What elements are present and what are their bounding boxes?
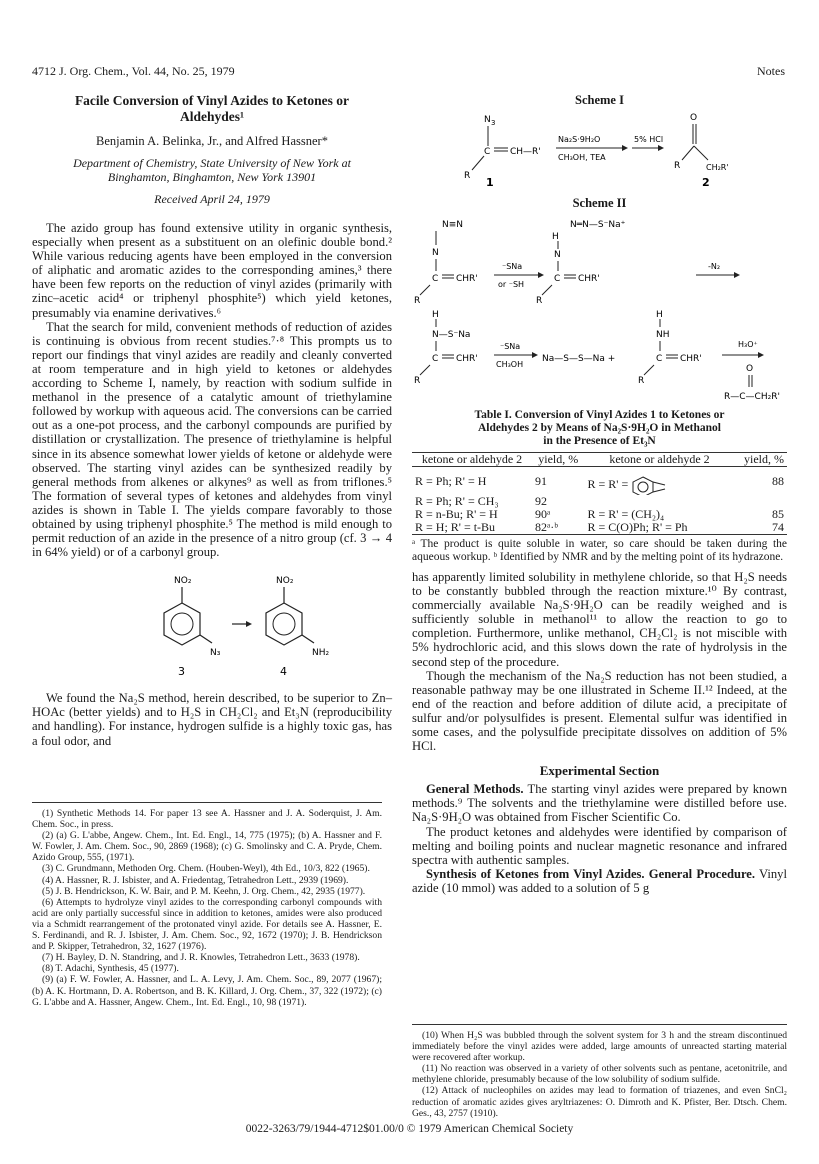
structure-3 bbox=[164, 576, 221, 678]
table-body bbox=[412, 452, 787, 535]
table-header: ketone or aldehyde 2 bbox=[609, 452, 710, 466]
paragraph-search: That the search for mild, convenient methods of reduction of azides is continuing is obvious from recent studies.⁷·⁸ This prompts us to report our findings that vinyl azides are readily and cleanly converted at room temperature and in high yield to ketones or aldehydes according to Scheme I, namely, by reaction with sodium sulfide in methanol in the presence of a catalytic amount of triethylamine followed by workup with aqueous acid. The conversions can be carried out as a one-pot process, and the carbonyl compounds are purified by distillation or crystallization. The presence of triethylamine is helpful since in its absence somewhat lower yields of ketone or aldehyde were observed. The starting vinyl azides can be synthesized readily by general methods from alkenes or alkynes⁹ as well as from triflones.⁵ The formation of several types of ketones and aldehydes from vinyl azides is shown in Table I. The yields compare favorably to those obtained by using triphenyl phosphite.⁵ The method is mild enough to permit reduction of an azide in the presence of a nitro group (cf. 3 → 4 in 64% yield) or of a carbonyl group. bbox=[32, 319, 392, 560]
scheme2-h3o: H₃O⁺ bbox=[738, 340, 758, 349]
table-header: yield, % bbox=[744, 452, 784, 466]
footnote: (12) Attack of nucleophiles on azides may lead to formation of triazenes, and even SnCl₂ reduction of aromatic azides gives aryltriazenes: O. Dimroth and K. Pfister, Ber. Dtsch. Chem. Ges., 43, 2757 (1910). bbox=[412, 1085, 787, 1119]
compound-1-label: 1 bbox=[486, 176, 494, 189]
affiliation-line-2: Binghamton, Binghamton, New York 13901 bbox=[107, 170, 317, 184]
footnotes-left bbox=[32, 802, 382, 1008]
table-cell: R = H; R' = t-Bu bbox=[415, 520, 496, 534]
table-1 bbox=[412, 409, 787, 564]
table-cell: R = R' = (CH₂)₄ bbox=[587, 507, 665, 521]
svg-text:H: H bbox=[656, 310, 663, 320]
svg-text:N═N—S⁻Na⁺: N═N—S⁻Na⁺ bbox=[570, 220, 626, 230]
paragraph-identification: The product ketones and aldehydes were identified by comparison of melting and boiling points and nuclear magnetic resonance and infrared spectra with authentic samples. bbox=[412, 824, 787, 867]
compound-3-label: 3 bbox=[178, 665, 185, 679]
table-cell: R = n-Bu; R' = H bbox=[415, 507, 498, 521]
reagent-bottom: CH₃OH, TEA bbox=[558, 153, 606, 162]
scheme2-or-sh: or ⁻SH bbox=[498, 280, 525, 289]
table-header-row bbox=[412, 453, 787, 467]
body-text-left bbox=[32, 221, 392, 559]
paragraph-method: We found the Na₂S method, herein described, to be superior to Zn–HOAc (better yields) and to H₂S in CH₂Cl₂ and Et₃N (reproducibility and handling). For instance, hydrogen sulfide is a highly toxic gas, has a foul odor, and bbox=[32, 691, 392, 748]
scheme2-ch3oh: CH₃OH bbox=[496, 360, 524, 369]
synthesis-heading: Synthesis of Ketones from Vinyl Azides. General Procedure. bbox=[426, 866, 756, 881]
footnote: (10) When H₂S was bubbled through the solvent system for 3 h and the stream discontinued immediately before the vinyl azides were added, large amounts of unreacted starting material were recovered after workup. bbox=[412, 1030, 787, 1064]
table-cell: 91 bbox=[535, 474, 547, 488]
table-caption-line-2: Aldehydes 2 by Means of Na₂S·9H₂O in Methanol bbox=[478, 422, 721, 434]
paragraph-general-methods bbox=[412, 782, 787, 824]
svg-text:R: R bbox=[414, 296, 421, 306]
scheme-2 bbox=[412, 211, 787, 401]
table-caption bbox=[412, 409, 787, 448]
svg-text:O: O bbox=[690, 113, 698, 123]
table-row bbox=[412, 467, 787, 496]
table-cell: 85 bbox=[772, 507, 784, 521]
svg-text:C: C bbox=[554, 274, 561, 284]
scheme2-minus-n2: -N₂ bbox=[708, 262, 721, 271]
benzene-ring-4 bbox=[266, 603, 302, 645]
footnote: (4) A. Hassner, R. J. Isbister, and A. Friedentag, Tetrahedron Lett., 2939 (1969). bbox=[42, 874, 349, 886]
svg-text:R: R bbox=[674, 161, 681, 171]
structure-4 bbox=[266, 576, 330, 678]
footnote: (2) (a) G. L'abbe, Angew. Chem., Int. Ed. Engl., 14, 775 (1975); (b) A. Hassner and F. W. Fowler, J. Am. Chem. Soc., 90, 2869 (1968); (c) G. Smolinsky and C. A. Pryde, Chem. Azido Group, 555, (1971). bbox=[32, 830, 382, 864]
table-cell: 82ᵃ·ᵇ bbox=[535, 520, 558, 534]
table-cell: R = C(O)Ph; R' = Ph bbox=[587, 520, 688, 534]
svg-text:N: N bbox=[554, 250, 561, 260]
table-caption-line-1: Table I. Conversion of Vinyl Azides 1 to Ketones or bbox=[474, 409, 725, 421]
svg-text:R: R bbox=[536, 296, 543, 306]
svg-text:CHR': CHR' bbox=[680, 354, 702, 364]
table-header: ketone or aldehyde 2 bbox=[421, 452, 523, 466]
paragraph-synthesis bbox=[412, 867, 787, 895]
benzene-ring-3 bbox=[164, 603, 200, 645]
table-cell: R = Ph; R' = CH₃ bbox=[415, 494, 499, 508]
experimental-section-title: Experimental Section bbox=[539, 763, 660, 779]
svg-text:NH: NH bbox=[656, 330, 670, 340]
svg-text:N: N bbox=[432, 248, 439, 258]
svg-text:N≡N: N≡N bbox=[442, 220, 464, 230]
table-cell: 74 bbox=[772, 520, 784, 534]
affiliation-line-1: Department of Chemistry, State University of New York at bbox=[73, 156, 351, 170]
svg-text:N: N bbox=[484, 115, 491, 125]
received-date: Received April 24, 1979 bbox=[154, 192, 270, 206]
paragraph-intro: The azido group has found extensive utility in organic synthesis, especially when present as a substituent on an olefinic double bond.² While various reducing agents have been employed in the conversion of aliphatic and aromatic azides to the corresponding amines,³ there have been few reports on the reduction of vinyl azides (primarily with zinc–acetic acid⁴ or triphenyl phosphite⁵) which yield ketones, presumably via enamine derivatives.⁶ bbox=[32, 221, 392, 320]
svg-text:C: C bbox=[432, 354, 439, 364]
footnote: (8) T. Adachi, Synthesis, 45 (1977). bbox=[42, 963, 179, 975]
article-title bbox=[32, 93, 392, 125]
footnote: (7) H. Bayley, D. N. Standring, and J. R. Knowles, Tetrahedron Lett., 3633 (1978). bbox=[42, 952, 360, 964]
footnote: (11) No reaction was observed in a variety of other solvents such as pentane, acetonitrile, and methylene chloride, presumably because of the low solubility of sodium sulfide. bbox=[412, 1063, 787, 1086]
svg-text:CHR': CHR' bbox=[456, 274, 478, 284]
amine-label: NH₂ bbox=[312, 648, 330, 659]
indanone-ring-icon bbox=[631, 475, 671, 495]
svg-text:R: R bbox=[414, 376, 421, 386]
azide-label: N₃ bbox=[210, 648, 221, 659]
acid-reagent: 5% HCl bbox=[634, 135, 664, 144]
left-column bbox=[32, 93, 392, 748]
scheme2-sna-2: ⁻SNa bbox=[500, 342, 521, 351]
svg-text:C: C bbox=[656, 354, 663, 364]
table-cell bbox=[585, 467, 735, 496]
footnote: (3) C. Grundmann, Methoden Org. Chem. (Houben-Weyl), 4th Ed., 10/3, 822 (1965). bbox=[42, 863, 370, 875]
table-cell: 90ᵃ bbox=[535, 507, 551, 521]
svg-text:O: O bbox=[746, 364, 754, 374]
title-line-2: Aldehydes¹ bbox=[179, 109, 245, 124]
compound-4-label: 4 bbox=[280, 665, 287, 679]
body-text-right bbox=[412, 570, 787, 753]
svg-text:H: H bbox=[552, 232, 559, 242]
svg-text:C: C bbox=[432, 274, 439, 284]
general-methods-text: The starting vinyl azides were prepared by known methods.⁹ The solvents and the triethylamine were distilled before use. Na₂S·9H₂O was obtained from Fischer Scientific Co. bbox=[412, 782, 788, 825]
footnote: (6) Attempts to hydrolyze vinyl azides to the corresponding carbonyl compounds with acid are only partially successful since in addition to ketones, amides were also produced via a Schmidt rearrangement of the protonated vinyl azide. For details see A. Hassner, E. S. Ferdinandi, and R. J. Isbister, J. Am. Chem. Soc., 92, 1672 (1970); J. B. Hendrickson and P. Skipper, Tetrahedron, 32, 1627 (1976). bbox=[32, 896, 382, 953]
scheme2-sna-1: ⁻SNa bbox=[502, 262, 523, 271]
svg-text:C: C bbox=[484, 147, 491, 157]
aromatic-circle-4 bbox=[273, 613, 295, 635]
right-column bbox=[412, 93, 787, 895]
svg-text:CHR': CHR' bbox=[578, 274, 600, 284]
footnote: (1) Synthetic Methods 14. For paper 13 see A. Hassner and J. A. Soderquist, J. Am. Chem. Soc., in press. bbox=[32, 808, 382, 831]
running-header: 4712 J. Org. Chem., Vol. 44, No. 25, 1979 bbox=[32, 64, 235, 78]
compound-2-label: 2 bbox=[702, 176, 710, 189]
svg-text:CH₂R': CH₂R' bbox=[706, 163, 729, 172]
table-caption-line-3: in the Presence of Et₃N bbox=[543, 435, 656, 447]
svg-text:3: 3 bbox=[491, 119, 496, 127]
structure-3-to-4 bbox=[32, 563, 392, 683]
svg-text:H: H bbox=[432, 310, 439, 320]
nitro-label-3: NO₂ bbox=[174, 576, 192, 587]
svg-text:R—C—CH₂R': R—C—CH₂R' bbox=[724, 392, 780, 401]
paragraph-mechanism: Though the mechanism of the Na₂S reduction has not been studied, a reasonable pathway may be one illustrated in Scheme II.¹² Indeed, at the end of the reaction and before addition of dilute acid, a precipitate of sulfur and/or polysulfides is present. Elemental sulfur was identified in some cases, and the polysulfide precipitate dissolves on addition of 5% HCl. bbox=[412, 668, 787, 754]
table-row bbox=[412, 521, 787, 535]
aromatic-circle-3 bbox=[171, 613, 193, 635]
disulfide: Na—S—S—Na + bbox=[542, 354, 616, 364]
svg-text:CHR': CHR' bbox=[456, 354, 478, 364]
copyright-footer: 0022-3263/79/1944-4712$01.00/0 © 1979 American Chemical Society bbox=[245, 1123, 574, 1135]
scheme-2-title: Scheme II bbox=[572, 196, 627, 210]
title-line-1: Facile Conversion of Vinyl Azides to Ketones or bbox=[74, 93, 350, 108]
svg-text:R: R bbox=[638, 376, 645, 386]
scheme-1 bbox=[412, 108, 787, 190]
table-cell: R = Ph; R' = H bbox=[415, 474, 487, 488]
table-cell-text: R = R' = bbox=[587, 476, 632, 491]
table-footnote: ᵃ The product is quite soluble in water, so care should be taken during the aqueous workup. ᵇ Identified by NMR and by the melting point of its hydrazone. bbox=[412, 538, 787, 563]
affiliation bbox=[32, 156, 392, 184]
synthesis-text: Vinyl azide (10 mmol) was added to a solution of 5 g bbox=[412, 866, 787, 895]
reagent-top: Na₂S·9H₂O bbox=[558, 135, 601, 144]
section-header: Notes bbox=[757, 64, 785, 78]
footnote: (5) J. B. Hendrickson, K. W. Bair, and P. M. Keehn, J. Org. Chem., 42, 2935 (1977). bbox=[42, 885, 366, 897]
general-methods-heading: General Methods. bbox=[426, 782, 524, 797]
authors: Benjamin A. Belinka, Jr., and Alfred Hassner* bbox=[96, 134, 328, 148]
svg-text:N—S⁻Na: N—S⁻Na bbox=[432, 330, 471, 340]
nitro-label-4: NO₂ bbox=[276, 576, 294, 587]
svg-text:CH—R': CH—R' bbox=[510, 147, 541, 157]
svg-text:R: R bbox=[464, 171, 471, 181]
paragraph-h2s: has apparently limited solubility in methylene chloride, so that H₂S needs to be constantly bubbled through the reaction mixture.¹⁰ By contrast, commercially available Na₂S·9H₂O can be readily weighed and is sufficiently soluble in methanol¹¹ to allow the reaction to go to completion. Furthermore, unlike methanol, CH₂Cl₂ is not miscible with 5% hydrochloric acid, and this slows down the rate of hydrolysis in the second step of the procedure. bbox=[412, 570, 787, 669]
footnote: (9) (a) F. W. Fowler, A. Hassner, and L. A. Levy, J. Am. Chem. Soc., 89, 2077 (1967); (b) A. K. Hortmann, D. A. Robertson, and B. K. Killard, J. Org. Chem., 37, 322 (1972); (c) G. L'abbe and A. Hassner, Angew. Chem., Int. Ed. Engl., 10, 98 (1971). bbox=[32, 974, 382, 1008]
footnotes-right bbox=[412, 1024, 787, 1119]
table-header: yield, % bbox=[538, 452, 579, 466]
table-cell: 92 bbox=[535, 494, 547, 508]
table-cell: 88 bbox=[772, 474, 784, 488]
scheme-1-title: Scheme I bbox=[575, 93, 624, 107]
